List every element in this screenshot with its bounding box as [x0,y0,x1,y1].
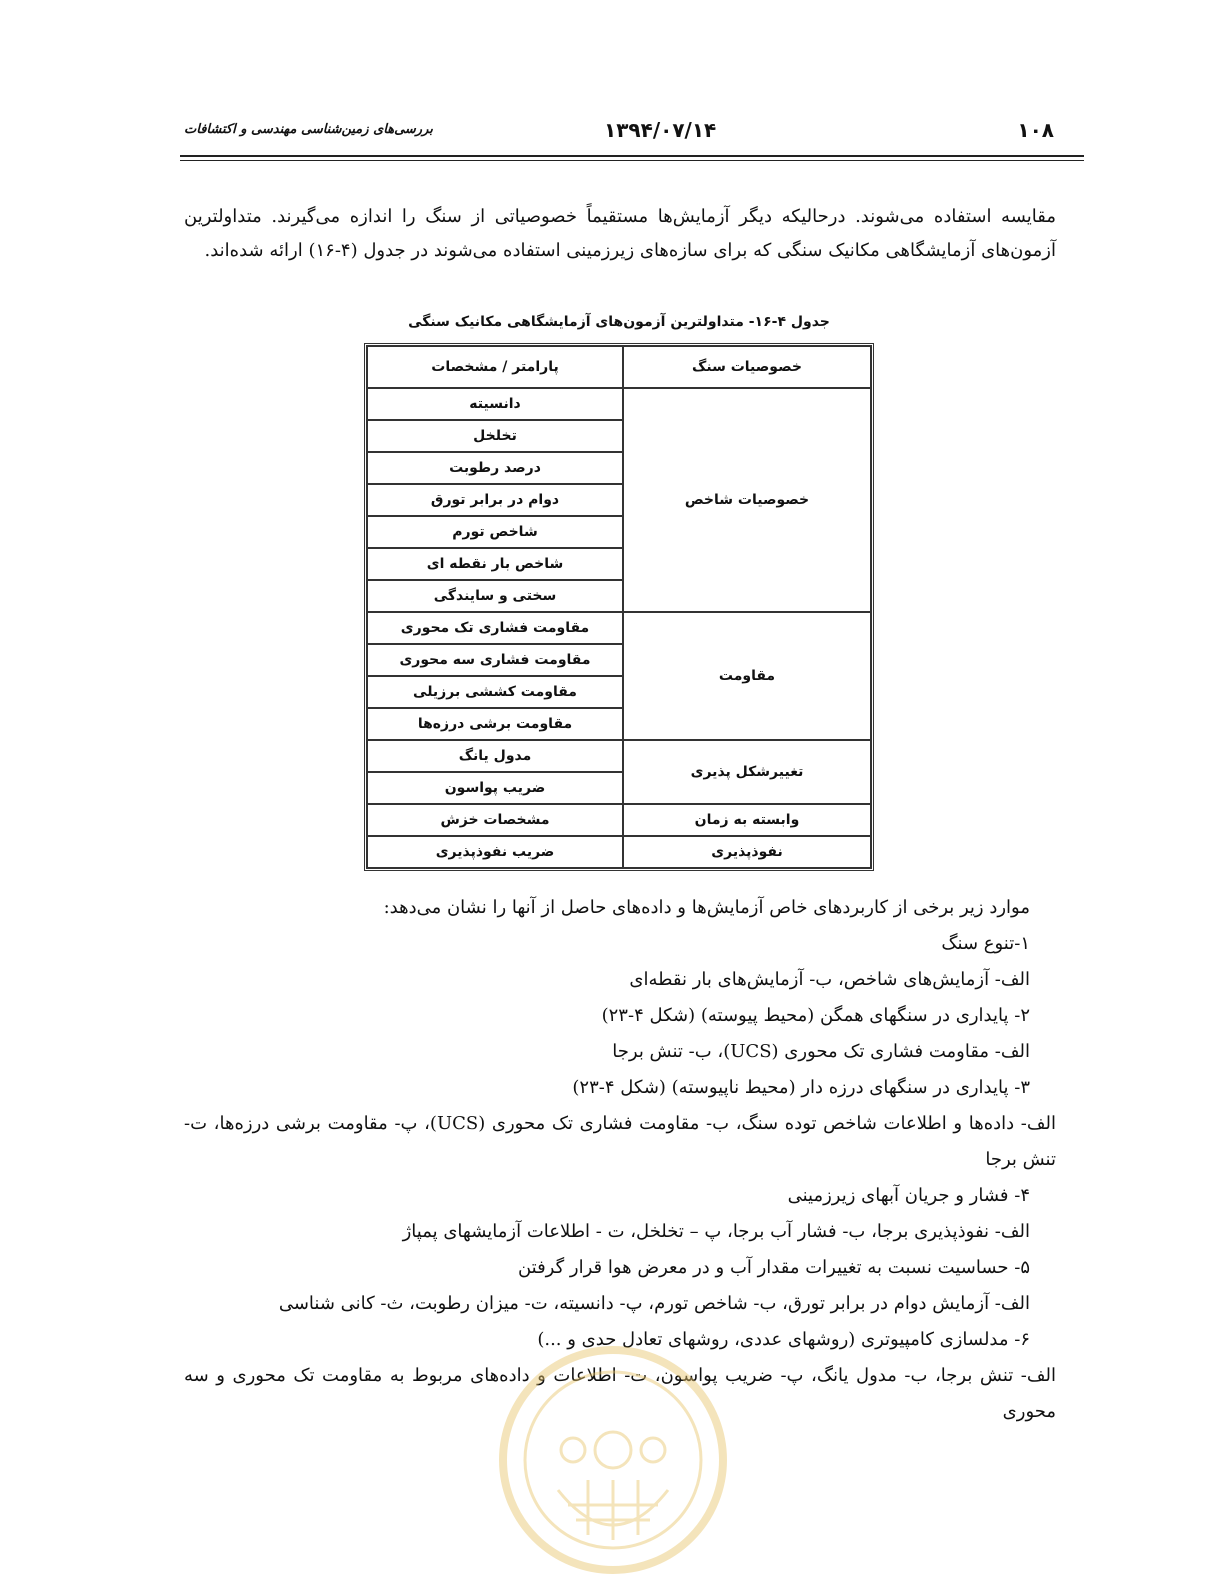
watermark-logo [488,1330,738,1590]
data-table [364,343,874,871]
rock-tests-table [364,343,874,871]
list-item: ۳- پایداری در سنگهای درزه دار (محیط ناپیوسته) (شکل ۴-۲۳) [572,1077,1030,1098]
list-subitem: الف- آزمایش‌های شاخص، ب- آزمایش‌های بار نقطه‌ای [629,969,1030,990]
header-rule-thin [180,160,1084,161]
param-cell: مقاومت کششی برزیلی [367,676,623,708]
param-cell: دوام در برابر تورق [367,484,623,516]
param-cell: مقاومت برشی درزه‌ها [367,708,623,740]
table-header-row [367,346,871,388]
table-row [367,740,871,772]
param-cell: مشخصات خزش [367,804,623,836]
list-item: ۵- حساسیت نسبت به تغییرات مقدار آب و در معرض هوا قرار گرفتن [517,1257,1030,1278]
param-cell: مقاومت فشاری سه محوری [367,644,623,676]
list-item: ۴- فشار و جریان آبهای زیرزمینی [787,1185,1030,1206]
list-subitem: الف- نفوذپذیری برجا، ب- فشار آب برجا، پ – تخلخل، ت - اطلاعات آزمایشهای پمپاژ [402,1221,1030,1242]
table-row [367,612,871,644]
param-cell: سختی و سایندگی [367,580,623,612]
group-cell: وابسته به زمان [623,804,871,836]
page-header [180,116,1084,146]
list-intro: موارد زیر برخی از کاربردهای خاص آزمایش‌ها و داده‌های حاصل از آنها را نشان می‌دهد: [383,897,1030,918]
page-number: ۱۰۸ [1017,118,1054,142]
param-cell: درصد رطوبت [367,452,623,484]
param-cell: ضریب نفوذپذیری [367,836,623,868]
list-item: ۶- مدلسازی کامپیوتری (روشهای عددی، روشهای تعادل حدی و ...) [537,1329,1030,1350]
header-property: خصوصیات سنگ [623,346,871,388]
param-cell: مدول یانگ [367,740,623,772]
table-row [367,836,871,868]
param-cell: شاخص بار نقطه ای [367,548,623,580]
table-caption: جدول ۴-۱۶- متداولترین آزمون‌های آزمایشگاهی مکانیک سنگی [408,314,830,330]
group-cell: مقاومت [623,612,871,740]
group-cell: تغییرشکل پذیری [623,740,871,804]
list-item: ۱-تنوع سنگ [941,933,1030,954]
param-cell: ضریب پواسون [367,772,623,804]
param-cell: دانسیته [367,388,623,420]
journal-title: بررسی‌های زمین‌شناسی مهندسی و اکتشافات [184,122,433,137]
header-parameter: پارامتر / مشخصات [367,346,623,388]
list-subitem: الف- تنش برجا، ب- مدول یانگ، پ- ضریب پواسون، ت- اطلاعات و داده‌های مربوط به مقاومت تک محوری و سه محوری [184,1365,1056,1422]
table-row [367,388,871,420]
list-item: ۲- پایداری در سنگهای همگن (محیط پیوسته) (شکل ۴-۲۳) [601,1005,1030,1026]
list-subitem: الف- داده‌ها و اطلاعات شاخص توده سنگ، ب- مقاومت فشاری تک محوری (UCS)، پ- مقاومت برشی درزه‌ها، ت- تنش برجا [184,1113,1056,1170]
list-subitem: الف- مقاومت فشاری تک محوری (UCS)، ب- تنش برجا [612,1041,1030,1062]
param-cell: شاخص تورم [367,516,623,548]
header-date: ۱۳۹۴/۰۷/۱۴ [604,118,717,142]
param-cell: مقاومت فشاری تک محوری [367,612,623,644]
param-cell: تخلخل [367,420,623,452]
table-row [367,804,871,836]
group-cell: نفوذپذیری [623,836,871,868]
header-rule-thick [180,155,1084,157]
group-cell: خصوصیات شاخص [623,388,871,612]
intro-paragraph: مقایسه استفاده می‌شوند. درحالیکه دیگر آزمایش‌ها مستقیماً خصوصیاتی از سنگ را اندازه می‌گیرند. متداولترین آزمون‌های آزمایشگاهی مکانیک سنگی که برای سازه‌های زیرزمینی استفاده می‌شوند در جدول (۴-۱۶) ارائه شده‌اند. [184,206,1056,261]
list-subitem: الف- آزمایش دوام در برابر تورق، ب- شاخص تورم، پ- دانسیته، ت- میزان رطوبت، ث- کانی شناسی [278,1293,1030,1314]
